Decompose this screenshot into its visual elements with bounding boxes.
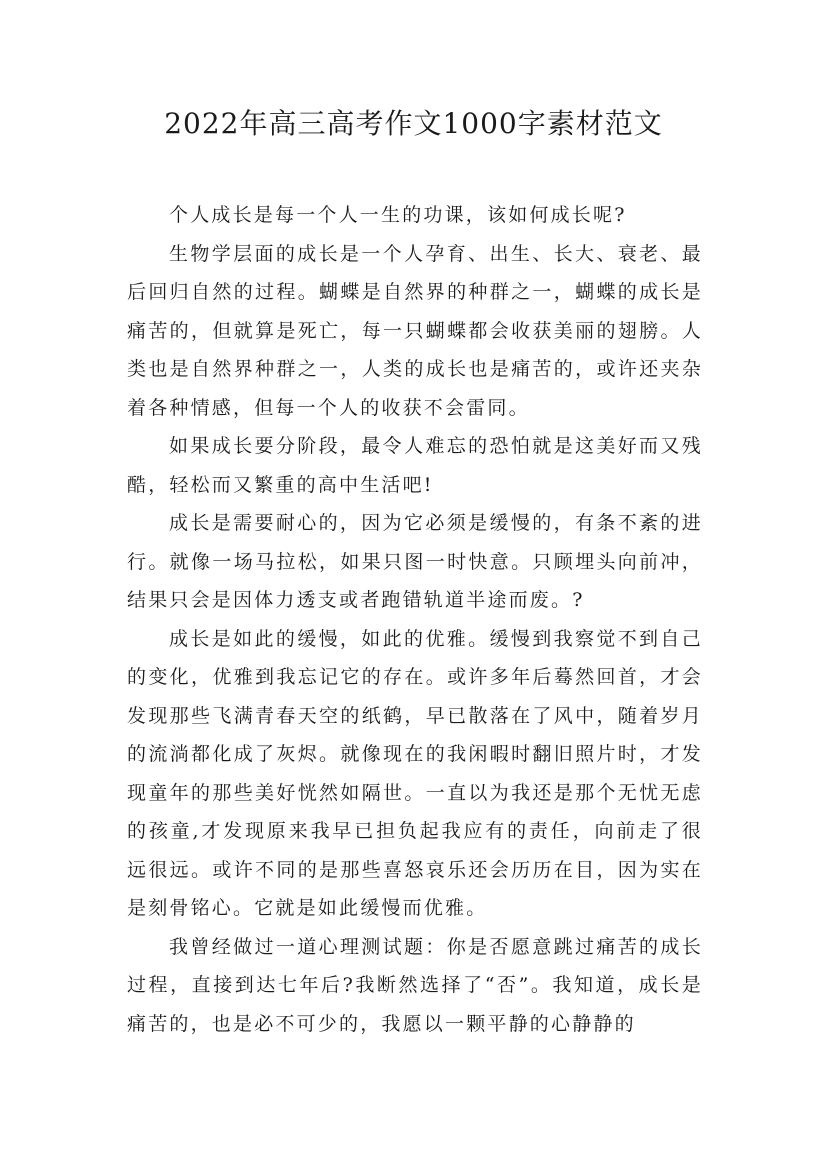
paragraph: 生物学层面的成长是一个人孕育、出生、长大、衰老、最后回归自然的过程。蝴蝶是自然界的种群之一，蝴蝶的成长是痛苦的，但就算是死亡，每一只蝴蝶都会收获美丽的翅膀。人类也是自然界种群之一，人类的成长也是痛苦的，或许还夹杂着各种情感，但每一个人的收获不会雷同。: [127, 242, 703, 419]
document-body: [127, 196, 703, 1043]
paragraph: 成长是如此的缓慢，如此的优雅。缓慢到我察觉不到自己的变化，优雅到我忘记它的存在。或许多年后蓦然回首，才会发现那些飞满青春天空的纸鹤，早已散落在了风中，随着岁月的流淌都化成了灰烬。就像现在的我闲暇时翻旧照片时，才发现童年的那些美好恍然如隔世。一直以为我还是那个无忧无虑的孩童,才发现原来我早已担负起我应有的责任，向前走了很远很远。或许不同的是那些喜怒哀乐还会历历在目，因为实在是刻骨铭心。它就是如此缓慢而优雅。: [127, 627, 703, 919]
paragraph: 个人成长是每一个人一生的功课，该如何成长呢?: [169, 204, 627, 226]
paragraph: 如果成长要分阶段，最令人难忘的恐怕就是这美好而又残酷，轻松而又繁重的高中生活吧!: [127, 435, 703, 496]
paragraph: 成长是需要耐心的，因为它必须是缓慢的，有条不紊的进行。就像一场马拉松，如果只图一时快意。只顾埋头向前冲，结果只会是因体力透支或者跑错轨道半途而废。?: [127, 512, 703, 611]
paragraph: 我曾经做过一道心理测试题：你是否愿意跳过痛苦的成长过程，直接到达七年后?我断然选择了“否”。我知道，成长是痛苦的，也是必不可少的，我愿以一颗平静的心静静的: [127, 935, 703, 1035]
document-title: 2022年高三高考作文1000字素材范文: [164, 107, 663, 140]
